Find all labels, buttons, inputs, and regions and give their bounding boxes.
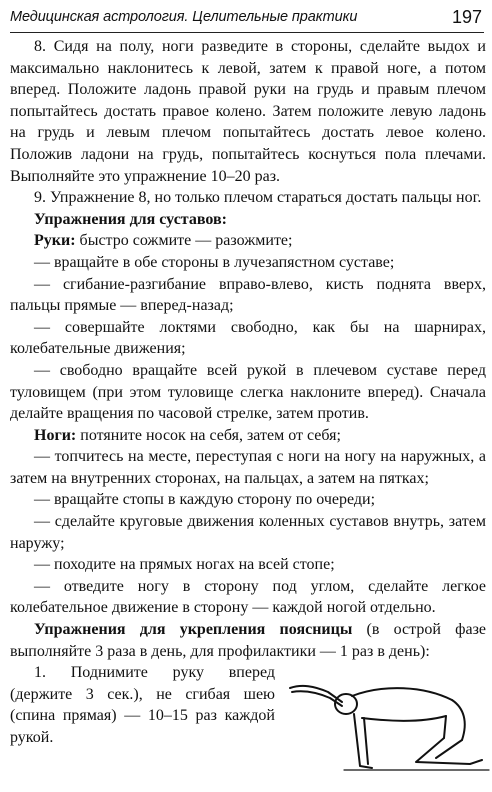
exercise-1-text: 1. Поднимите руку вперед (держите 3 сек.), не сгибая шею (спина прямая) — 10–15 раз каждой рукой. <box>10 664 275 746</box>
leg-item-1: — топчитесь на месте, переступая с ноги на ногу на наружных, а затем на внутренних сторонах, на пальцах, а затем на пятках; <box>10 448 486 487</box>
arms-text: быстро сожмите — разожмите; <box>75 232 293 250</box>
legs-label: Ноги: <box>34 426 77 444</box>
arm-item-4: — свободно вращайте всей рукой в плечевом суставе перед туловищем (при этом туловище слегка наклоните вперед). Сначала делайте вращения по часовой стрелке, затем против. <box>10 361 486 423</box>
kneeling-person-icon <box>284 666 492 778</box>
legs-paragraph <box>10 425 486 447</box>
leg-item-5: — отведите ногу в сторону под углом, сделайте легкое колебательное движение в сторону — каждой ногой отдельно. <box>10 577 486 617</box>
arm-item-1: — вращайте в обе стороны в лучезапястном суставе; <box>34 253 395 271</box>
kneeling-person-illustration <box>284 666 492 778</box>
joints-heading: Упражнения для суставов: <box>34 210 227 228</box>
exercise-8-paragraph: 8. Сидя на полу, ноги разведите в стороны, сделайте выдох и максимально наклонитесь к левой, затем к правой ноге, а потом вперед. Положите ладонь правой руки на грудь и правым плечом попытайтесь достать правое колено. Затем положите левую ладонь на грудь и левым плечом попытайтесь достать левое колено. Положив ладони на грудь, попытайтесь коснуться пола плечами. Выполняйте это упражнение 10–20 раз. <box>10 38 486 185</box>
page-number: 197 <box>451 7 482 27</box>
lumbar-heading: Упражнения для укрепления поясницы <box>34 621 353 639</box>
legs-text: потяните носок на себя, затем от себя; <box>76 426 341 444</box>
exercise-1-block <box>10 662 486 782</box>
exercise-9-paragraph: 9. Упражнение 8, но только плечом стараться достать пальцы ног. <box>34 189 482 207</box>
page-header <box>10 6 484 33</box>
leg-item-3: — сделайте круговые движения коленных суставов внутрь, затем наружу; <box>10 513 486 552</box>
leg-item-2: — вращайте стопы в каждую сторону по очереди; <box>34 491 376 509</box>
lumbar-text: (в острой фазе выполняйте 3 раза в день, для профилактики — 1 раз в день): <box>10 621 486 660</box>
arm-item-3: — совершайте локтями свободно, как бы на шарнирах, колебательные движения; <box>10 318 486 358</box>
arms-paragraph <box>10 230 486 252</box>
leg-item-4: — походите на прямых ногах на всей стопе; <box>34 556 335 574</box>
running-title: Медицинская астрология. Целительные практики <box>10 9 358 25</box>
arm-item-2: — сгибание-разгибание вправо-влево, кисть поднята вверх, пальцы прямые — вперед-назад; <box>10 275 486 315</box>
lumbar-paragraph <box>10 619 486 662</box>
page-body <box>10 36 486 782</box>
arms-label: Руки: <box>34 232 76 250</box>
